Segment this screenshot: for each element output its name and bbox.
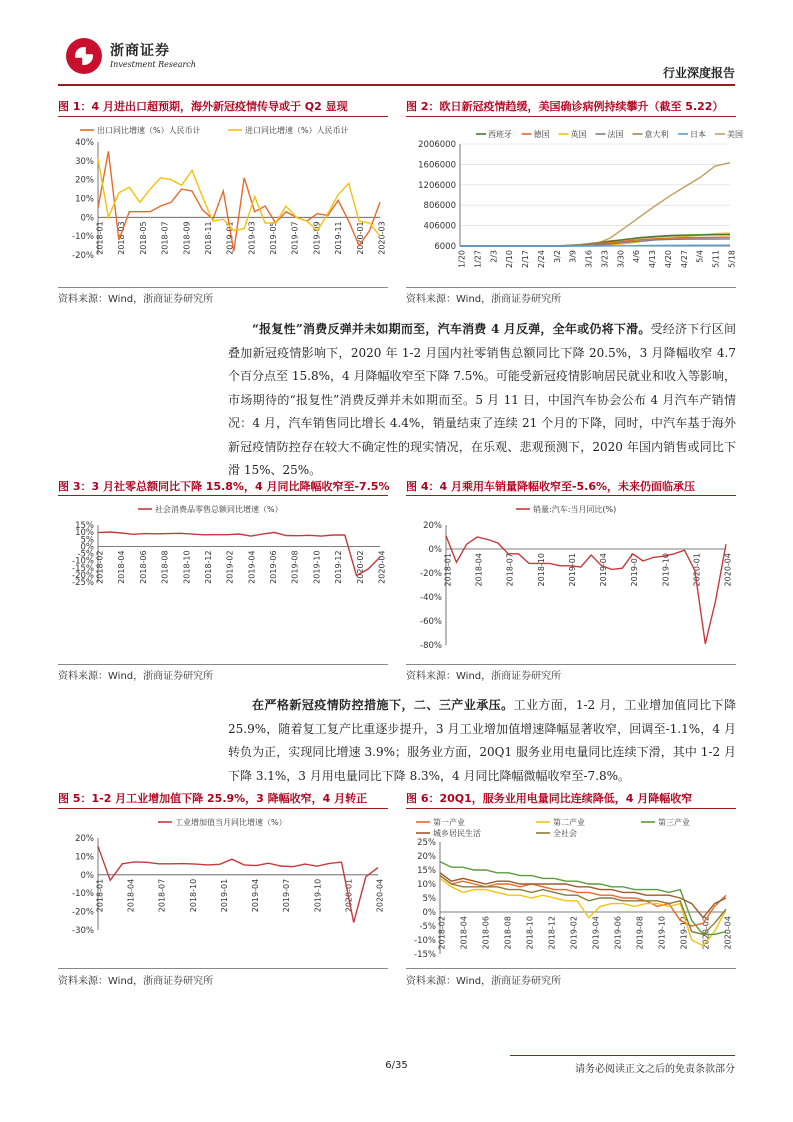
series-line [460, 163, 730, 246]
x-tick-label: 2019-04 [591, 916, 601, 950]
x-tick-label: 2018-03 [117, 221, 127, 255]
x-tick-label: 2018-10 [525, 916, 535, 950]
y-tick-label: -20% [72, 907, 94, 918]
y-tick-label: 806000 [423, 201, 456, 212]
y-tick-label: 10% [75, 194, 94, 205]
figure-4-chart [406, 499, 736, 659]
y-tick-label: 40% [75, 138, 94, 148]
y-tick-label: 10% [417, 880, 436, 890]
figure-6-rule [406, 808, 736, 809]
x-tick-label: 5/18 [727, 250, 737, 268]
legend-label: 进口同比增速（%）人民币计 [245, 126, 349, 135]
paragraph-industry [228, 694, 736, 788]
footer-rule [510, 1055, 735, 1056]
x-tick-label: 4/13 [648, 250, 658, 268]
paragraph-consumption-body: 受经济下行区间叠加新冠疫情影响下，2020 年 1-2 月国内社零销售总额同比下降 20.5%，3 月降幅收窄 4.7 个百分点至 15.8%，4 月降幅收窄至下降 7.5%。可能受新冠疫情影响居民就业和收入等影响，市场期待的“报复性”消费反弹并未如期而至。5 月 11 日，中国汽车协会公布 4 月汽车产销情况：4 月，汽车销售同比增长 4.4%，销量结束了连续 21 个月的下降，同时，中汽车基于海外新冠疫情防控存在较大不确定性的现实情况，在乐观、悲观预测下，2020 年国内销售或同比下滑 15%、25%。 [228, 322, 736, 477]
x-tick-label: 4/6 [632, 250, 642, 263]
x-tick-label: 2019-02 [225, 550, 235, 584]
figure-1-source: 资料来源：Wind，浙商证券研究所 [58, 294, 214, 305]
y-tick-label: 5% [80, 535, 94, 546]
x-tick-label: 2019-11 [334, 221, 344, 255]
series-line [460, 245, 730, 246]
y-tick-label: 2006000 [418, 140, 456, 150]
y-tick-label: 0% [80, 870, 94, 881]
x-tick-label: 2020-04 [377, 550, 387, 584]
figure-3-rule [58, 495, 388, 496]
x-tick-label: 2020-04 [723, 553, 733, 587]
y-tick-label: 30% [75, 156, 94, 167]
x-tick-label: 2019-08 [290, 550, 300, 584]
legend-label: 出口同比增速（%）人民币计 [97, 126, 201, 135]
legend-label: 德国 [533, 130, 550, 139]
y-tick-label: 10% [75, 852, 94, 863]
figure-3-chart [58, 499, 388, 659]
legend-label: 西班牙 [488, 130, 512, 139]
x-tick-label: 2019-09 [312, 221, 322, 255]
x-tick-label: 2019-06 [269, 550, 279, 584]
paragraph-industry-lead: 在严格新冠疫情防控措施下，二、三产业承压。 [252, 698, 514, 712]
figure-5-rule [58, 808, 388, 809]
x-tick-label: 2019-04 [247, 550, 257, 584]
legend-label: 销量:汽车:当月同比(%) [533, 505, 617, 514]
y-tick-label: 15% [75, 521, 94, 531]
x-tick-label: 2019-07 [290, 221, 300, 255]
y-tick-label: -20% [72, 251, 94, 261]
x-tick-label: 2020-04 [723, 916, 733, 950]
x-tick-label: 2018-04 [459, 916, 469, 950]
y-tick-label: 20% [417, 852, 436, 862]
x-tick-label: 2018-10 [182, 550, 192, 584]
y-tick-label: 20% [75, 175, 94, 186]
x-tick-label: 2018-01 [95, 878, 105, 913]
x-tick-label: 2018-11 [203, 221, 213, 255]
x-tick-label: 2018-12 [203, 550, 213, 584]
x-tick-label: 5/4 [695, 250, 705, 263]
y-tick-label: -10% [414, 936, 436, 946]
y-tick-label: 6000 [434, 242, 456, 252]
x-tick-label: 2/10 [505, 250, 515, 268]
y-tick-label: 10% [75, 528, 94, 539]
legend-label: 工业增加值当月同比增速（%） [175, 818, 287, 827]
x-tick-label: 2018-07 [160, 221, 170, 255]
x-tick-label: 2/3 [489, 250, 499, 263]
x-tick-label: 2019-04 [251, 878, 261, 913]
disclaimer: 请务必阅读正文之后的免责条款部分 [575, 1064, 735, 1075]
x-tick-label: 2018-02 [95, 550, 105, 584]
paragraph-industry-body: 工业方面，1-2 月，工业增加值同比下降 25.9%，随着复工复产比重逐步提升，3 月工业增加值增速降幅显著收窄，回调至-1.1%，4 月转负为正，实现同比增速 3.9%；服务业方面，20Q1 服务业用电量同比连续下滑，其中 1-2 月下降 3.1%，3 月用电量同比下降 8.3%，4 月同比降幅微幅收窄至-7.8%。 [228, 698, 736, 783]
x-tick-label: 2018-09 [182, 221, 192, 255]
x-tick-label: 2018-06 [138, 550, 148, 584]
figure-5-title: 图 5：1-2 月工业增加值下降 25.9%，3 降幅收窄，4 月转正 [58, 792, 368, 805]
x-tick-label: 3/2 [552, 250, 562, 263]
x-tick-label: 2019-07 [630, 553, 640, 587]
figure-1-rule [58, 116, 388, 117]
figure-4-rule [406, 495, 736, 496]
x-tick-label: 2019-10 [312, 550, 322, 584]
brand-name: 浙商证券 [110, 43, 170, 59]
series-line [443, 536, 726, 644]
x-tick-label: 3/30 [616, 250, 626, 268]
x-tick-label: 2019-04 [599, 553, 609, 587]
figure-1-chart [58, 120, 388, 282]
x-tick-label: 1/20 [457, 250, 467, 268]
y-tick-label: 406000 [423, 221, 456, 232]
x-tick-label: 3/23 [600, 250, 610, 268]
figure-1-source-rule [58, 287, 388, 288]
x-tick-label: 2018-04 [126, 878, 136, 913]
figure-5-chart [58, 812, 388, 968]
x-tick-label: 2018-04 [474, 553, 484, 587]
brand-english: Investment Research [110, 60, 196, 69]
x-tick-label: 2018-08 [503, 916, 513, 950]
y-tick-label: -20% [420, 569, 442, 579]
y-tick-label: 1606000 [418, 160, 456, 171]
x-tick-label: 2019-05 [269, 221, 279, 255]
figure-2-rule [406, 116, 736, 117]
x-tick-label: 2018-10 [188, 878, 198, 913]
x-tick-label: 2020-01 [344, 878, 354, 913]
x-tick-label: 2019-03 [247, 221, 257, 255]
figure-6-source: 资料来源：Wind，浙商证券研究所 [406, 976, 562, 987]
x-tick-label: 2020-04 [375, 878, 385, 913]
y-tick-label: 5% [422, 894, 436, 904]
y-tick-label: 20% [75, 834, 94, 844]
x-tick-label: 2020-01 [355, 221, 365, 255]
x-tick-label: 2/17 [521, 250, 531, 268]
paragraph-consumption-lead: “报复性”消费反弹并未如期而至，汽车消费 4 月反弹，全年或仍将下滑。 [252, 322, 651, 336]
x-tick-label: 2018-01 [443, 553, 453, 587]
header-divider [58, 84, 735, 86]
y-tick-label: 20% [423, 521, 442, 531]
y-tick-label: -15% [414, 950, 436, 960]
y-tick-label: 0% [80, 213, 94, 224]
y-tick-label: -10% [72, 232, 94, 243]
figure-2-chart [406, 120, 743, 282]
y-tick-label: -25% [72, 578, 94, 588]
x-tick-label: 2019-01 [225, 221, 235, 255]
figure-3-title: 图 3：3 月社零总额同比下降 15.8%，4 月同比降幅收窄至-7.5% [58, 480, 390, 493]
legend-label: 城乡居民生活 [433, 829, 481, 838]
report-type: 行业深度报告 [662, 66, 735, 80]
x-tick-label: 2019-01 [567, 553, 577, 587]
x-tick-label: 2018-07 [505, 553, 515, 587]
figure-2-source-rule [406, 287, 736, 288]
figure-5-source: 资料来源：Wind，浙商证券研究所 [58, 976, 214, 987]
x-tick-label: 2019-12 [679, 916, 689, 950]
y-tick-label: 0% [422, 908, 436, 918]
y-tick-label: -10% [72, 556, 94, 567]
page-number: 6/35 [385, 1060, 408, 1071]
figure-3-source-rule [58, 664, 388, 665]
x-tick-label: 2019-10 [661, 553, 671, 587]
x-tick-label: 3/16 [584, 250, 594, 268]
x-tick-label: 2/24 [536, 250, 546, 268]
figure-6-title: 图 6：20Q1，服务业用电量同比连续降低，4 月降幅收窄 [406, 792, 693, 805]
x-tick-label: 2020-01 [692, 553, 702, 587]
legend-label: 第二产业 [553, 818, 585, 827]
x-tick-label: 3/9 [568, 250, 578, 263]
x-tick-label: 2019-10 [313, 878, 323, 913]
x-tick-label: 2018-04 [117, 550, 127, 584]
figure-2-source: 资料来源：Wind，浙商证券研究所 [406, 294, 562, 305]
legend-label: 法国 [607, 130, 624, 139]
y-tick-label: -5% [77, 549, 94, 560]
legend-label: 日本 [690, 130, 706, 139]
y-tick-label: 0% [428, 545, 442, 555]
x-tick-label: 2018-07 [157, 878, 167, 913]
x-tick-label: 2019-10 [657, 916, 667, 950]
y-tick-label: -10% [72, 889, 94, 900]
x-tick-label: 1/27 [473, 250, 483, 268]
x-tick-label: 2019-08 [635, 916, 645, 950]
y-tick-label: -80% [420, 641, 442, 651]
x-tick-label: 2018-10 [536, 553, 546, 587]
series-line [95, 846, 378, 922]
figure-4-source: 资料来源：Wind，浙商证券研究所 [406, 671, 562, 682]
x-tick-label: 2018-02 [437, 916, 447, 950]
legend-label: 美国 [727, 130, 743, 139]
x-tick-label: 2018-01 [95, 221, 105, 255]
figure-6-source-rule [406, 968, 736, 969]
x-tick-label: 2019-12 [334, 550, 344, 584]
y-tick-label: -5% [419, 922, 436, 932]
x-tick-label: 2019-06 [613, 916, 623, 950]
figure-4-title: 图 4：4 月乘用车销量降幅收窄至-5.6%，未来仍面临承压 [406, 480, 696, 493]
x-tick-label: 5/11 [711, 250, 721, 268]
x-tick-label: 2018-12 [547, 916, 557, 950]
y-tick-label: 15% [417, 866, 436, 876]
legend-label: 社会消费品零售总额同比增速（%） [155, 505, 283, 514]
y-tick-label: 1206000 [418, 180, 456, 191]
figure-1-title: 图 1：4 月进出口超预期，海外新冠疫情传导或于 Q2 显现 [58, 100, 348, 113]
y-tick-label: 0% [80, 542, 94, 553]
paragraph-consumption [228, 318, 736, 483]
figure-3-source: 资料来源：Wind，浙商证券研究所 [58, 671, 214, 682]
x-tick-label: 2019-02 [569, 916, 579, 950]
legend-label: 英国 [570, 130, 587, 139]
legend-label: 意大利 [644, 130, 669, 139]
x-tick-label: 2018-06 [481, 916, 491, 950]
y-tick-label: -20% [72, 570, 94, 581]
y-tick-label: -60% [420, 617, 442, 627]
figure-6-chart [406, 812, 736, 968]
figure-4-source-rule [406, 664, 736, 665]
y-tick-label: -30% [72, 926, 94, 936]
x-tick-label: 4/20 [663, 250, 673, 268]
x-tick-label: 2020-02 [701, 916, 711, 950]
figure-5-source-rule [58, 968, 388, 969]
x-tick-label: 2019-01 [219, 878, 229, 913]
x-tick-label: 4/27 [679, 250, 689, 268]
y-tick-label: -15% [72, 563, 94, 574]
logo-icon [66, 38, 102, 74]
legend-label: 第一产业 [433, 818, 465, 827]
y-tick-label: -40% [420, 593, 442, 603]
x-tick-label: 2018-08 [160, 550, 170, 584]
figure-2-title: 图 2：欧日新冠疫情趋缓，美国确诊病例持续攀升（截至 5.22） [406, 100, 724, 113]
x-tick-label: 2020-03 [377, 221, 387, 255]
x-tick-label: 2020-02 [355, 550, 365, 584]
legend-label: 第三产业 [658, 818, 690, 827]
x-tick-label: 2018-05 [138, 221, 148, 255]
y-tick-label: 25% [417, 838, 436, 848]
x-tick-label: 2019-07 [282, 878, 292, 913]
legend-label: 全社会 [553, 829, 577, 838]
